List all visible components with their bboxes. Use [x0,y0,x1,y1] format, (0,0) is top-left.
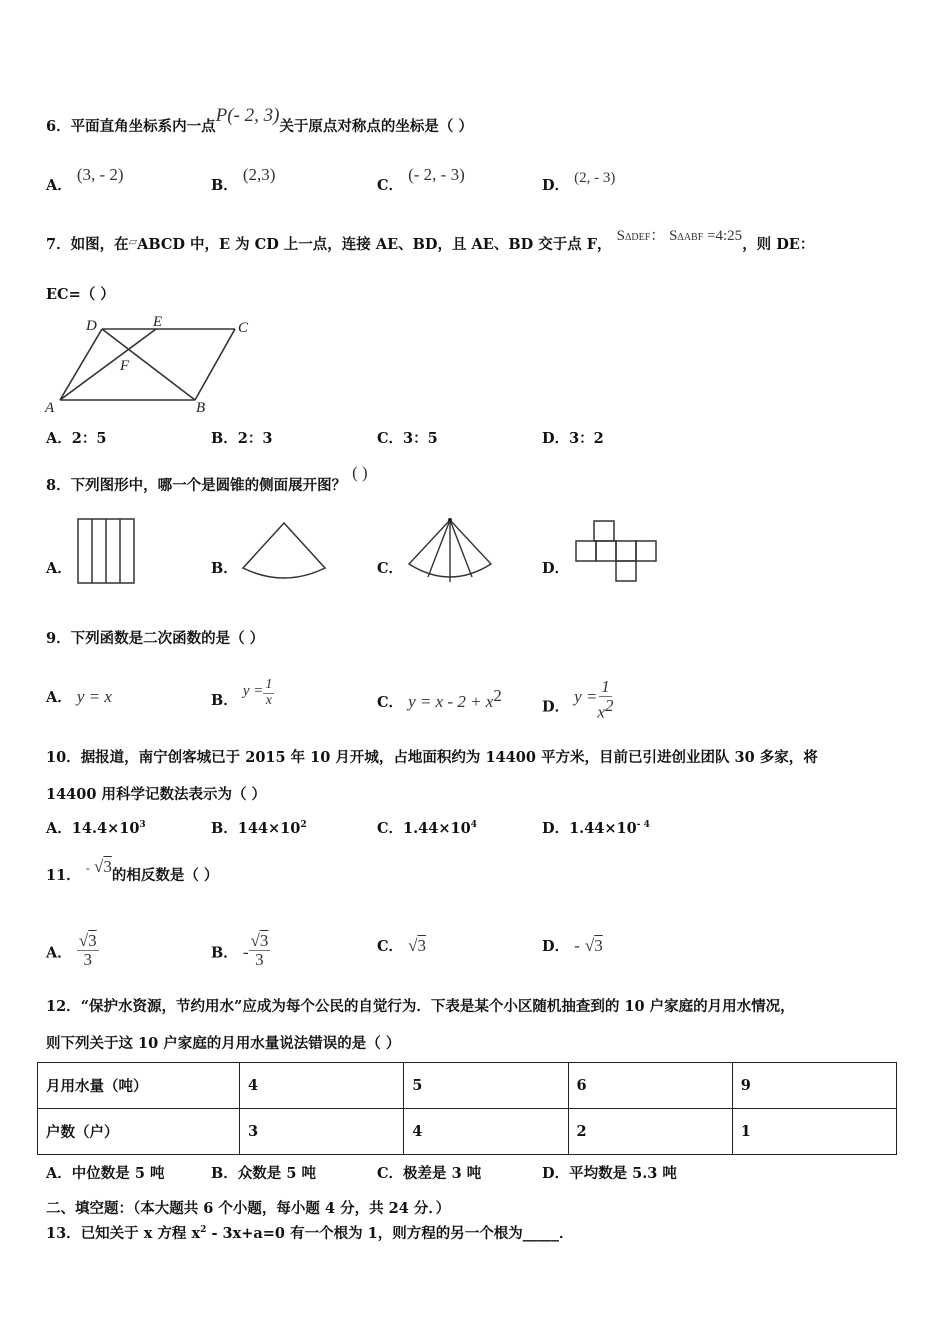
answer-blank[interactable]: _____ [522,1225,559,1242]
numerator: √3 [250,931,269,950]
sector-with-lines-figure[interactable] [405,516,495,586]
radicand: 3 [103,857,112,876]
exponent: 2 [604,695,614,715]
option-d[interactable] [542,427,604,448]
question-text: 下列函数是二次函数的是（ ） [70,630,265,647]
question-number: 7． [46,236,71,253]
section-heading: 二、填空题：（本大题共 6 个小题，每小题 4 分，共 24 分．） [46,1200,451,1217]
question-6 [46,105,473,137]
option-d[interactable] [542,677,614,729]
label-d: D [86,318,97,334]
option-value: y = x [76,687,112,706]
question-text: 据报道，南宁创客城已于 2015 年 10 月开城，占地面积约为 14400 平方米，目前已引进创业团队 30 多家，将 [80,749,818,766]
negative-sqrt-expression: - √3 [85,857,112,876]
fraction [263,678,274,708]
question-text: ，则 DE： [742,236,815,253]
exponent: 2 [493,686,502,705]
radicand: 3 [417,936,426,955]
option-label: A． [46,177,72,194]
triangle-abf: ΔABF [677,232,704,243]
option-value: (3, - 2) [76,165,124,184]
question-11 [46,857,219,885]
option-d[interactable] [542,1162,677,1183]
option-value: 极差是 3 吨 [403,1165,482,1182]
option-value: 14.4×10 [71,820,140,837]
option-label: A． [46,689,72,706]
option-b[interactable] [211,165,276,195]
option-value: 1.44×10 [403,820,471,837]
question-text: ． [558,1225,574,1242]
minus-sign: - [574,936,580,955]
table-row [38,1109,897,1155]
exponent: 2 [300,820,307,831]
table-cell: 9 [732,1063,896,1109]
label-c: C [238,320,249,336]
question-number: 11． [46,867,81,884]
option-lhs: y = [574,686,598,706]
denominator: 3 [255,949,264,969]
option-value: 众数是 5 吨 [237,1165,316,1182]
question-12-line2: 则下列关于这 10 户家庭的月用水量说法错误的是（ ） [46,1035,401,1052]
table-cell: 3 [240,1109,404,1155]
label-e: E [153,314,163,330]
option-lhs: y = [242,683,264,700]
water-usage-table [37,1062,897,1155]
question-number: 12． [46,998,81,1015]
question-7 [46,228,815,254]
option-value: (2,3) [242,165,276,184]
sector-figure[interactable] [240,520,330,586]
denominator: x [265,692,272,708]
radicand: 3 [88,931,97,950]
question-number: 13． [46,1225,81,1242]
question-text: 下列图形中，哪一个是圆锥的侧面展开图？ [70,477,347,494]
denominator: 3 [83,949,92,969]
question-8 [46,463,368,495]
table-cell: 5 [404,1063,568,1109]
option-value: 平均数是 5.3 吨 [569,1165,677,1182]
area-symbol: S [616,228,625,244]
minus-sign: - [242,942,249,962]
label-b: B [196,400,206,416]
option-value: (2, - 3) [574,170,616,186]
parallelogram-icon: ▱ [128,235,138,248]
area-ratio [617,228,743,244]
numerator: √3 [78,931,97,950]
question-10-line1 [46,746,818,767]
option-a[interactable] [46,427,106,448]
option-value: y = x - 2 + x [408,691,494,711]
cube-net-figure[interactable] [573,518,663,586]
option-value: 144×10 [237,820,301,837]
option-c[interactable] [377,686,502,712]
option-d[interactable] [542,170,616,195]
answer-paren: ( ) [352,463,368,482]
option-c[interactable] [377,935,426,956]
question-number: 6． [46,118,71,135]
option-a[interactable] [46,931,99,972]
option-label: B． [211,820,238,837]
option-label: A． [46,1165,72,1182]
option-label: D． [542,177,570,194]
option-b[interactable] [211,677,274,716]
option-b[interactable] [211,817,307,838]
denominator [597,697,613,722]
option-label: A． [46,944,72,962]
option-b-label[interactable]: B． [211,560,238,577]
question-text: 平面直角坐标系内一点 [70,118,216,135]
parallelogram-figure [40,310,260,420]
rectangle-strips-figure[interactable] [76,517,138,585]
triangle-def: ΔDEF [624,232,651,243]
radicand: 3 [259,931,269,950]
exponent: 3 [139,820,146,831]
option-b[interactable] [211,1162,316,1183]
option-value: 2：3 [237,430,273,447]
option-value: 3：5 [403,430,438,447]
option-label: B． [211,430,238,447]
table-cell: 2 [568,1109,732,1155]
table-cell: 月用水量（吨） [38,1063,240,1109]
fraction [77,932,99,969]
question-text: “保护水资源，节约用水”应成为每个公民的自觉行为．下表是某个小区随机抽查到的 10 户家庭的月用水情况， [80,998,795,1015]
option-c-label[interactable]: C． [377,560,404,577]
option-a[interactable] [46,165,124,195]
fraction [597,678,613,721]
option-d-label[interactable]: D． [542,560,570,577]
ratio-colon: ： [650,228,666,244]
option-label: D． [542,698,570,716]
option-label: D． [542,938,570,955]
question-text: 关于原点对称点的坐标是（ ） [279,118,473,135]
option-c[interactable] [377,427,438,448]
option-label: B． [211,692,238,710]
table-row [38,1063,897,1109]
option-label: C． [377,693,404,711]
question-10-line2: 14400 用科学记数法表示为（ ） [46,786,267,803]
option-value: 1.44×10 [569,820,637,837]
option-value: (- 2, - 3) [408,165,465,184]
exponent: 4 [470,820,477,831]
radicand: 3 [594,936,603,955]
table-cell: 户数（户） [38,1109,240,1155]
point-expression: P(- 2, 3) [215,105,280,126]
label-a: A [45,400,55,416]
area-symbol: S [669,228,678,244]
exponent: - 4 [636,820,650,831]
option-c[interactable] [377,1162,481,1183]
option-b[interactable] [211,931,270,972]
option-b[interactable] [211,427,272,448]
fraction [249,932,271,969]
question-9 [46,627,264,648]
question-12-line1 [46,995,795,1016]
sqrt-expression: √3 [584,936,603,955]
option-label: A． [46,430,72,447]
option-label: A． [46,820,72,837]
question-text: ABCD 中，E 为 CD 上一点，连接 AE、BD，且 AE、BD 交于点 F， [137,236,612,253]
option-a-label[interactable]: A． [46,560,72,577]
table-cell: 1 [732,1109,896,1155]
option-c[interactable] [377,165,465,195]
label-f: F [120,358,130,374]
option-label: C． [377,177,404,194]
option-label: B． [211,177,238,194]
ratio-value: =4:25 [707,228,743,244]
table-cell: 6 [568,1063,732,1109]
option-label: C． [377,1165,404,1182]
option-label: B． [211,944,238,962]
option-value: 2：5 [71,430,107,447]
option-c[interactable] [377,817,477,838]
option-label: C． [377,938,404,955]
option-label: C． [377,820,404,837]
numerator: 1 [601,677,610,696]
option-a[interactable] [46,686,112,707]
option-label: C． [377,430,404,447]
denominator-base: x [597,702,605,722]
table-cell: 4 [404,1109,568,1155]
question-text: - 3x+a=0 有一个根为 1，则方程的另一个根为 [206,1225,523,1242]
question-number: 9． [46,630,71,647]
option-a[interactable] [46,1162,164,1183]
option-value: 3：2 [569,430,604,447]
question-text: 已知关于 x 方程 x [80,1225,201,1242]
exponent: 2 [200,1225,207,1236]
sqrt-expression: √3 [408,936,426,955]
option-a[interactable] [46,817,146,838]
minus-sign: - [85,861,90,875]
question-13 [46,1222,573,1243]
question-text: 如图，在 [70,236,129,253]
question-7-line2: EC=（ ） [46,286,115,303]
option-label: B． [211,1165,238,1182]
option-value: 中位数是 5 吨 [71,1165,165,1182]
question-text: 的相反数是（ ） [111,867,219,884]
table-cell: 4 [240,1063,404,1109]
option-label: D． [542,820,570,837]
question-number: 8． [46,477,71,494]
option-d[interactable] [542,935,603,956]
option-label: D． [542,1165,570,1182]
numerator: 1 [265,677,273,692]
option-label: D． [542,430,570,447]
option-d[interactable] [542,817,650,838]
question-number: 10． [46,749,81,766]
